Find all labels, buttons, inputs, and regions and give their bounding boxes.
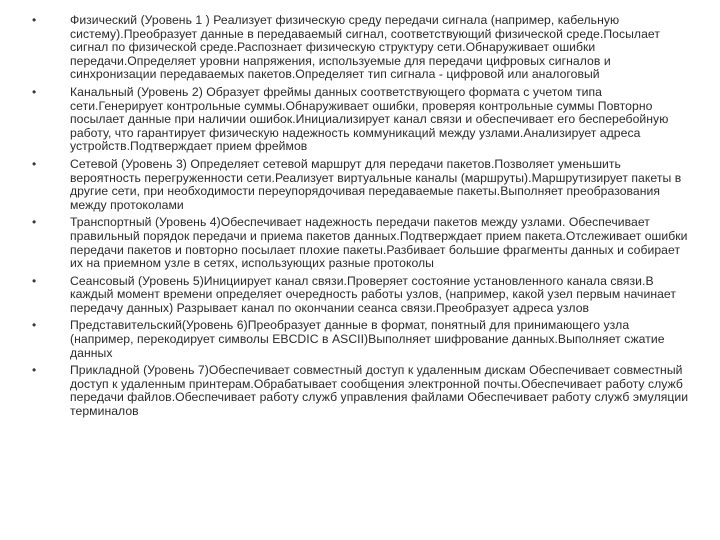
bullet-item-network xyxy=(32,158,692,212)
osi-layers-bullet-list xyxy=(32,14,692,423)
bullet-text-transport: Транспортный (Уровень 4)Обеспечивает надежность передачи пакетов между узлами. Обеспечивает правильный порядок передачи и приема пакетов данных.Подтверждает прием пакета.Отслеживает ошибки передачи пакетов и повторно посылает плохие пакеты.Разбивает большие фрагменты данных и собирает их на приемном узле в сетях, использующих разные протоколы xyxy=(70,215,688,271)
bullet-icon: • xyxy=(32,363,37,378)
bullet-item-presentation xyxy=(32,319,692,360)
bullet-text-datalink: Канальный (Уровень 2) Образует фреймы данных соответствующего формата с учетом типа сети.Генерирует контрольные суммы.Обнаруживает ошибки, проверяя контрольные суммы Повторно посылает данные при наличии ошибок.Инициализирует канал связи и обеспечивает его бесперебойную работу, что гарантирует физическую надежность коммуникаций между узлами.Анализирует адреса устройств.Подтверждает прием фреймов xyxy=(70,84,669,154)
bullet-icon: • xyxy=(32,13,37,27)
bullet-item-transport xyxy=(32,216,692,270)
bullet-item-session xyxy=(32,275,692,316)
bullet-icon: • xyxy=(32,318,37,333)
bullet-text-physical: Физический (Уровень 1 ) Реализует физическую среду передачи сигнала (например, кабельную систему).Преобразует данные в передаваемый сигнал, соответствующий физической среде.Посылает сигнал по физической среде.Распознает физическую структуру сети.Обнаруживает ошибки передачи.Определяет уровни напряжения, используемые для передачи цифровых сигналов и синхронизации передаваемых пакетов.Определяет тип сигнала - цифровой или аналоговый xyxy=(70,13,660,82)
bullet-item-physical xyxy=(32,14,692,82)
bullet-text-network: Сетевой (Уровень 3) Определяет сетевой маршрут для передачи пакетов.Позволяет уменьшить вероятность перегруженности сети.Реализует виртуальные каналы (маршруты).Маршрутизирует пакеты в другие сети, при необходимости переупорядочивая передаваемые пакеты.Выполняет преобразования между протоколами xyxy=(70,156,682,212)
bullet-item-application xyxy=(32,364,692,418)
bullet-icon: • xyxy=(32,84,37,99)
bullet-item-datalink xyxy=(32,86,692,154)
bullet-icon: • xyxy=(32,156,37,171)
bullet-text-application: Прикладной (Уровень 7)Обеспечивает совместный доступ к удаленным дискам Обеспечивает совместный доступ к удаленным принтерам.Обрабатывает сообщения электронной почты.Обеспечивает работу служб передачи файлов.Обеспечивает работу служб управления файлами Обеспечивает работу служб эмуляции терминалов xyxy=(70,363,689,419)
bullet-icon: • xyxy=(32,273,37,288)
bullet-text-session: Сеансовый (Уровень 5)Инициирует канал связи.Проверяет состояние установленного канала связи.В каждый момент времени определяет очередность работы узлов, (например, какой узел первым начинает передачу данных) Разрывает канал по окончании сеанса связи.Преобразует адреса узлов xyxy=(70,273,676,315)
bullet-icon: • xyxy=(32,215,37,230)
bullet-text-presentation: Представительский(Уровень 6)Преобразует данные в формат, понятный для принимающего узла (например, перекодирует символы EBCDIC в ASCII)Выполняет шифрование данных.Выполняет сжатие данных xyxy=(70,318,665,360)
